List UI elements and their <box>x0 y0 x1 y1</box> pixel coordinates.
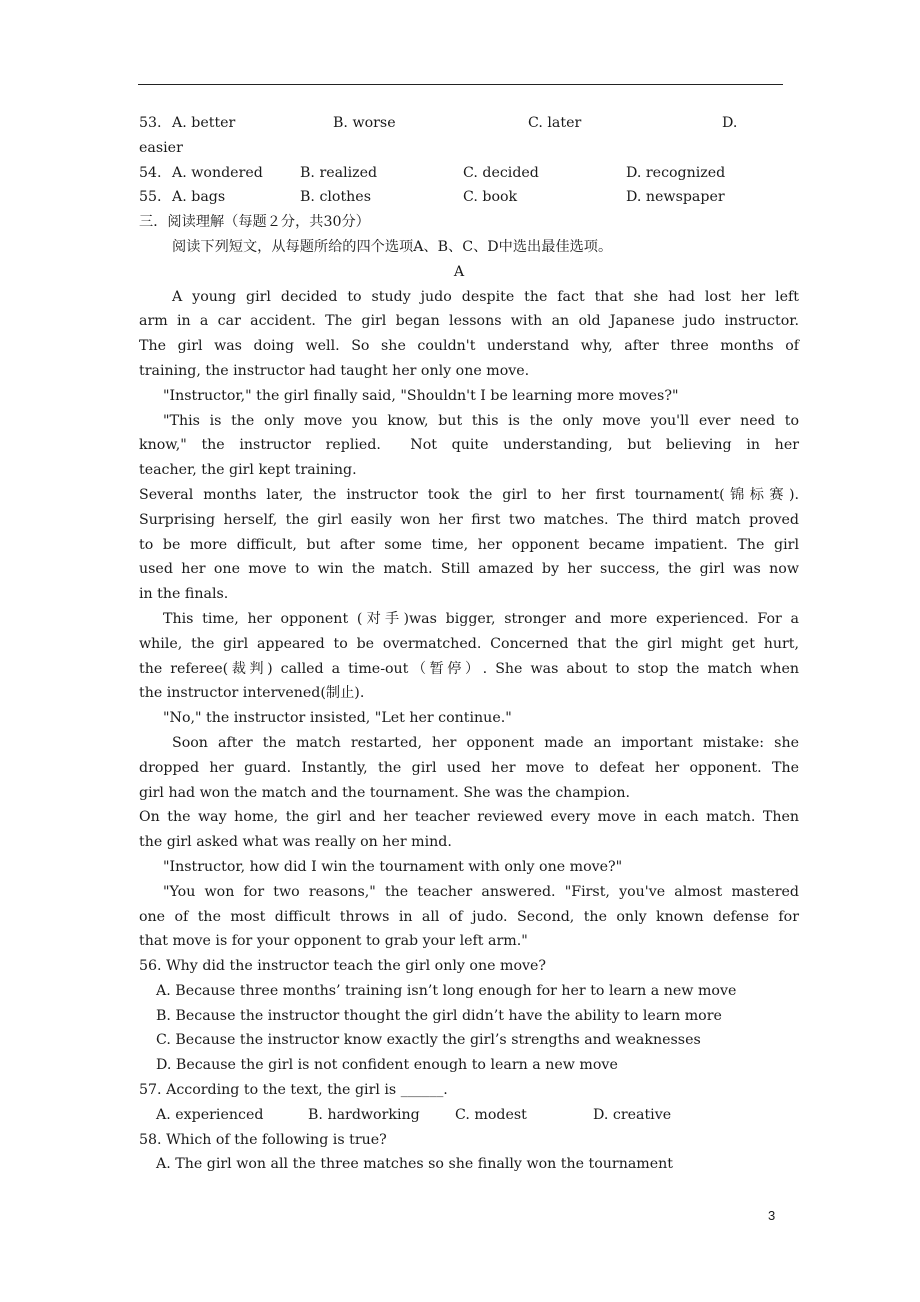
passage-line: A young girl decided to study judo despite the fact that she had lost her left <box>172 288 799 305</box>
option-c: C. modest <box>455 1106 527 1123</box>
question-58-stem: 58. Which of the following is true? <box>139 1131 387 1148</box>
question-54 <box>139 161 799 186</box>
option-d-wrap: easier <box>139 139 183 156</box>
header-rule <box>138 84 783 85</box>
section-title: 三．阅读理解（每题２分，共30分） <box>139 214 370 231</box>
question-58-option-a: A. The girl won all the three matches so she finally won the tournament <box>156 1156 673 1173</box>
option-a: A. wondered <box>172 164 263 181</box>
option-d: D. creative <box>593 1106 672 1123</box>
passage-line: Several months later, the instructor took the girl to her first tournament(锦标赛). <box>139 486 799 503</box>
question-57-options <box>139 1103 799 1128</box>
passage-line: "No," the instructor insisted, "Let her continue." <box>163 710 512 727</box>
option-a: A. experienced <box>156 1106 264 1123</box>
option-c: C. book <box>463 189 518 206</box>
passage-line: that move is for your opponent to grab your left arm." <box>139 933 528 950</box>
question-53 <box>139 111 799 136</box>
option-b: B. hardworking <box>308 1106 420 1123</box>
question-56-stem: 56. Why did the instructor teach the girl only one move? <box>139 958 547 975</box>
passage-line: while, the girl appeared to be overmatched. Concerned that the girl might get hurt, <box>139 635 799 652</box>
passage-line: in the finals. <box>139 586 229 603</box>
passage-line: dropped her guard. Instantly, the girl used her move to defeat her opponent. The <box>139 759 799 776</box>
question-number: 54. <box>139 164 162 181</box>
passage-line: the instructor intervened(制止). <box>139 685 365 702</box>
passage-line: teacher, the girl kept training. <box>139 462 357 479</box>
option-b: B. realized <box>300 164 378 181</box>
page-number: 3 <box>768 1208 776 1223</box>
passage-line: one of the most difficult throws in all of judo. Second, the only known defense for <box>139 908 799 925</box>
question-56-option-d: D. Because the girl is not confident enough to learn a new move <box>156 1057 618 1074</box>
passage-line: "This is the only move you know, but this is the only move you'll ever need to <box>163 412 799 429</box>
option-b: B. clothes <box>300 189 371 206</box>
passage-line: the girl asked what was really on her mind. <box>139 834 452 851</box>
question-number: 55. <box>139 189 162 206</box>
passage-line: The girl was doing well. So she couldn't understand why, after three months of <box>139 338 799 355</box>
passage-line: This time, her opponent (对手)was bigger, stronger and more experienced. For a <box>163 610 799 627</box>
option-d: D. newspaper <box>626 189 725 206</box>
option-c: C. decided <box>463 164 539 181</box>
passage-line: Surprising herself, the girl easily won her first two matches. The third match proved <box>139 511 799 528</box>
question-number: 53. <box>139 115 162 131</box>
question-56-option-b: B. Because the instructor thought the girl didn’t have the ability to learn more <box>156 1007 722 1024</box>
passage-line: On the way home, the girl and her teacher reviewed every move in each match. Then <box>139 809 799 826</box>
passage-label: A <box>453 263 465 280</box>
passage-line: "Instructor, how did I win the tournament with only one move?" <box>163 858 623 875</box>
option-d: D. <box>722 115 738 131</box>
option-a: A. better <box>172 115 236 131</box>
passage-line: used her one move to win the match. Still amazed by her success, the girl was now <box>139 561 799 578</box>
passage-line: arm in a car accident. The girl began lessons with an old Japanese judo instructor. <box>139 313 799 330</box>
option-b: B. worse <box>333 115 396 131</box>
passage-line: "You won for two reasons," the teacher answered. "First, you've almost mastered <box>163 883 799 900</box>
option-c: C. later <box>528 115 582 131</box>
passage-line: "Instructor," the girl finally said, "Shouldn't I be learning more moves?" <box>163 387 679 404</box>
passage-line: training, the instructor had taught her only one move. <box>139 362 530 379</box>
passage-line: girl had won the match and the tournament. She was the champion. <box>139 784 631 801</box>
section-instruction: 阅读下列短文，从每题所给的四个选项A、B、C、D中选出最佳选项。 <box>172 238 613 255</box>
passage-line: to be more difficult, but after some time, her opponent became impatient. The girl <box>139 536 799 553</box>
passage-line: know," the instructor replied. Not quite understanding, but believing in her <box>139 437 799 454</box>
question-56-option-c: C. Because the instructor know exactly the girl’s strengths and weaknesses <box>156 1032 701 1049</box>
option-d: D. recognized <box>626 164 726 181</box>
option-a: A. bags <box>172 189 226 206</box>
question-55 <box>139 185 799 210</box>
passage-line: Soon after the match restarted, her opponent made an important mistake: she <box>172 734 799 751</box>
passage-line: the referee(裁判) called a time-out（暂停）. She was about to stop the match when <box>139 660 799 677</box>
question-57-stem: 57. According to the text, the girl is ______. <box>139 1082 448 1099</box>
document-body <box>139 111 799 1177</box>
question-56-option-a: A. Because three months’ training isn’t long enough for her to learn a new move <box>156 982 737 999</box>
